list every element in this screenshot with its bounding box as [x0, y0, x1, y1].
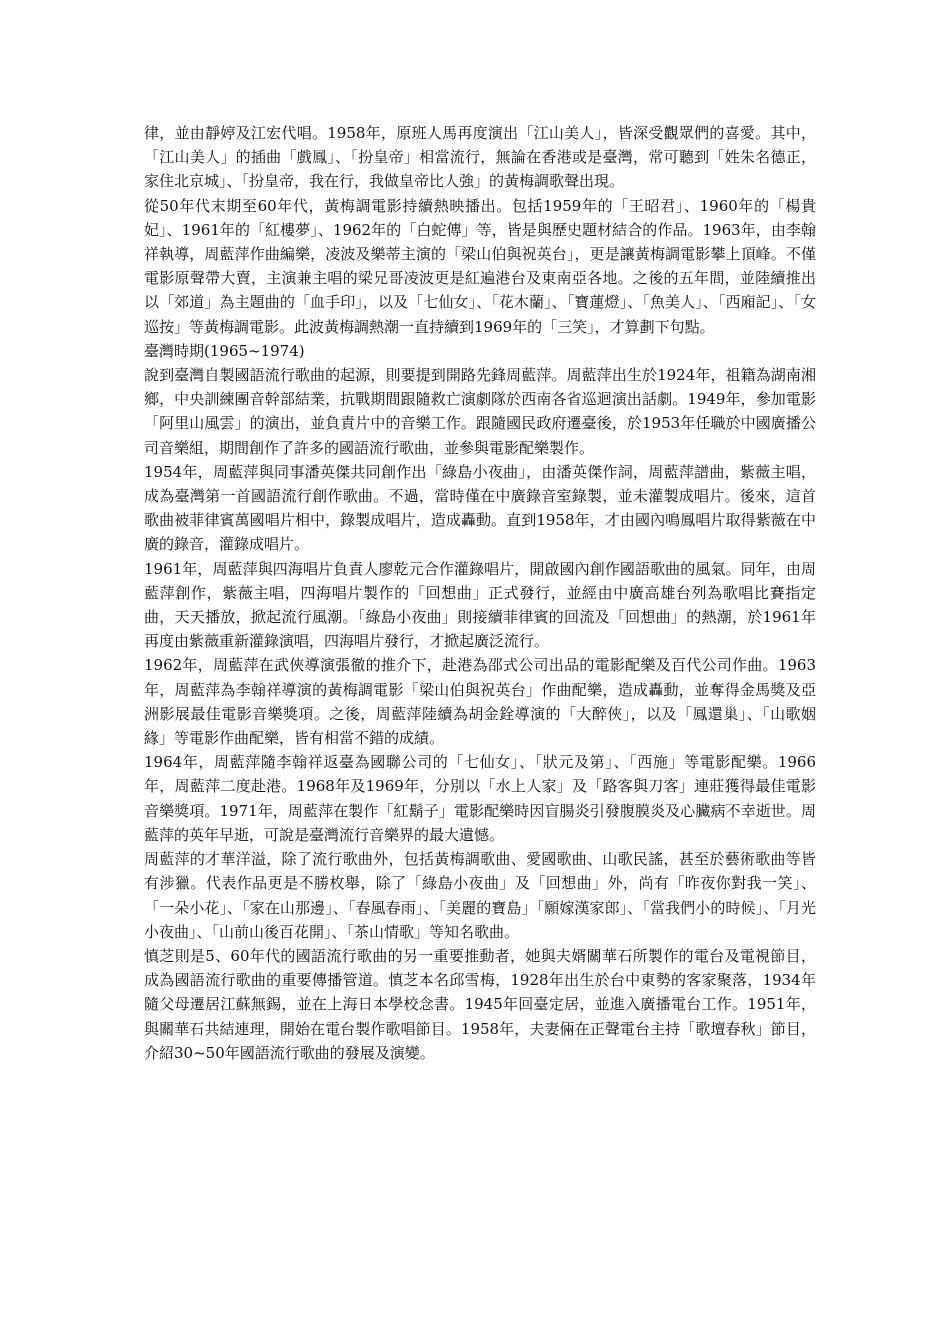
- paragraph-green-island-serenade: 1954年，周藍萍與同事潘英傑共同創作出「綠島小夜曲」，由潘英傑作詞，周藍萍譜曲，紫薇主唱，成為臺灣第一首國語流行創作歌曲。不過，當時僅在中廣錄音室錄製，並未灌製成唱片。後來，這首歌曲被菲律賓萬國唱片相中，錄製成唱片，造成轟動。直到1958年，才由國內鳴鳳唱片取得紫薇在中廣的錄音，灌錄成唱片。: [144, 462, 816, 554]
- section-heading-taiwan-period: 臺灣時期(1965~1974): [144, 341, 305, 360]
- paragraph-return-and-death: 1964年，周藍萍隨李翰祥返臺為國聯公司的「七仙女」、「狀元及第」、「西施」等電影配樂。1966年，周藍萍二度赴港。1968年及1969年，分別以「水上人家」及「路客與刀客」連莊獲得最佳電影音樂獎項。1971年，周藍萍在製作「紅鬍子」電影配樂時因盲腸炎引發腹膜炎及心臟病不幸逝世。周藍萍的英年早逝，可說是臺灣流行音樂界的最大遺憾。: [144, 753, 816, 844]
- paragraph-shen-zhi: 慎芝則是5、60年代的國語流行歌曲的另一重要推動者，她與夫婿關華石所製作的電台及電視節目，成為國語流行歌曲的重要傳播管道。慎芝本名邱雪梅，1928年出生於台中東勢的客家聚落，1934年隨父母遷居江蘇無錫，並在上海日本學校念書。1945年回臺定居，並進入廣播電台工作。1951年，與關華石共結連理，開始在電台製作歌唱節目。1958年，夫妻倆在正聲電台主持「歌壇春秋」節目，介紹30~50年國語流行歌曲的發展及演變。: [144, 946, 816, 1062]
- paragraph-huixiang-qu: 1961年，周藍萍與四海唱片負責人廖乾元合作灌錄唱片，開啟國內創作國語歌曲的風氣。同年，由周藍萍創作，紫薇主唱，四海唱片製作的「回想曲」正式發行，並經由中廣高雄台列為歌唱比賽指定曲，天天播放，掀起流行風潮。「綠島小夜曲」則接續菲律賓的回流及「回想曲」的熱潮，於1961年再度由紫薇重新灌錄演唱，四海唱片發行，才掀起廣泛流行。: [144, 559, 816, 651]
- paragraph-zhou-lanping-origin: 說到臺灣自製國語流行歌曲的起源，則要提到開路先鋒周藍萍。周藍萍出生於1924年，祖籍為湖南湘鄉，中央訓練團音幹部結業，抗戰期間跟隨救亡演劇隊於西南各省巡迴演出話劇。1949年，參加電影「阿里山風雲」的演出，並負責片中的音樂工作。跟隨國民政府遷臺後，於1953年任職於中國廣播公司音樂組，期間創作了許多的國語流行歌曲，並參與電影配樂製作。: [144, 366, 816, 457]
- paragraph-representative-works: 周藍萍的才華洋溢，除了流行歌曲外，包括黃梅調歌曲、愛國歌曲、山歌民謠，甚至於藝術歌曲等皆有涉獵。代表作品更是不勝枚舉，除了「綠島小夜曲」及「回想曲」外，尚有「昨夜你對我一笑」、「一朵小花」、「家在山那邊」、「春風春雨」、「美麗的寶島」「願嫁漢家郎」、「當我們小的時候」、「月光小夜曲」、「山前山後百花開」、「茶山情歌」等知名歌曲。: [144, 850, 816, 941]
- paragraph-huangmei-jiangshan: 律，並由靜婷及江宏代唱。1958年，原班人馬再度演出「江山美人」，皆深受觀眾們的喜愛。其中，「江山美人」的插曲「戲鳳」、「扮皇帝」相當流行，無論在香港或是臺灣，常可聽到「姓朱名德正，家住北京城」、「扮皇帝，我在行，我做皇帝比人強」的黃梅調歌聲出現。: [144, 124, 816, 191]
- document-body: [144, 121, 816, 1065]
- paragraph-huangmei-films: 從50年代末期至60年代，黃梅調電影持續熱映播出。包括1959年的「王昭君」、1960年的「楊貴妃」、1961年的「紅樓夢」、1962年的「白蛇傳」等，皆是與歷史題材結合的作品。1963年，由李翰祥執導，周藍萍作曲編樂，凌波及樂蒂主演的「梁山伯與祝英台」，更是讓黃梅調電影攀上頂峰。不僅電影原聲帶大賣，主演兼主唱的梁兄哥凌波更是紅遍港台及東南亞各地。之後的五年間，並陸續推出以「郊道」為主題曲的「血手印」，以及「七仙女」、「花木蘭」、「寶蓮燈」、「魚美人」、「西廂記」、「女巡按」等黃梅調電影。此波黃梅調熱潮一直持續到1969年的「三笑」，才算劃下句點。: [144, 196, 816, 336]
- paragraph-hong-kong-scores: 1962年，周藍萍在武俠導演張徹的推介下，赴港為邵式公司出品的電影配樂及百代公司作曲。1963年，周藍萍為李翰祥導演的黃梅調電影「梁山伯與祝英台」作曲配樂，造成轟動，並奪得金馬獎及亞洲影展最佳電影音樂獎項。之後，周藍萍陸續為胡金銓導演的「大醉俠」，以及「鳳還巢」、「山歌姻緣」等電影作曲配樂，皆有相當不錯的成績。: [144, 656, 816, 748]
